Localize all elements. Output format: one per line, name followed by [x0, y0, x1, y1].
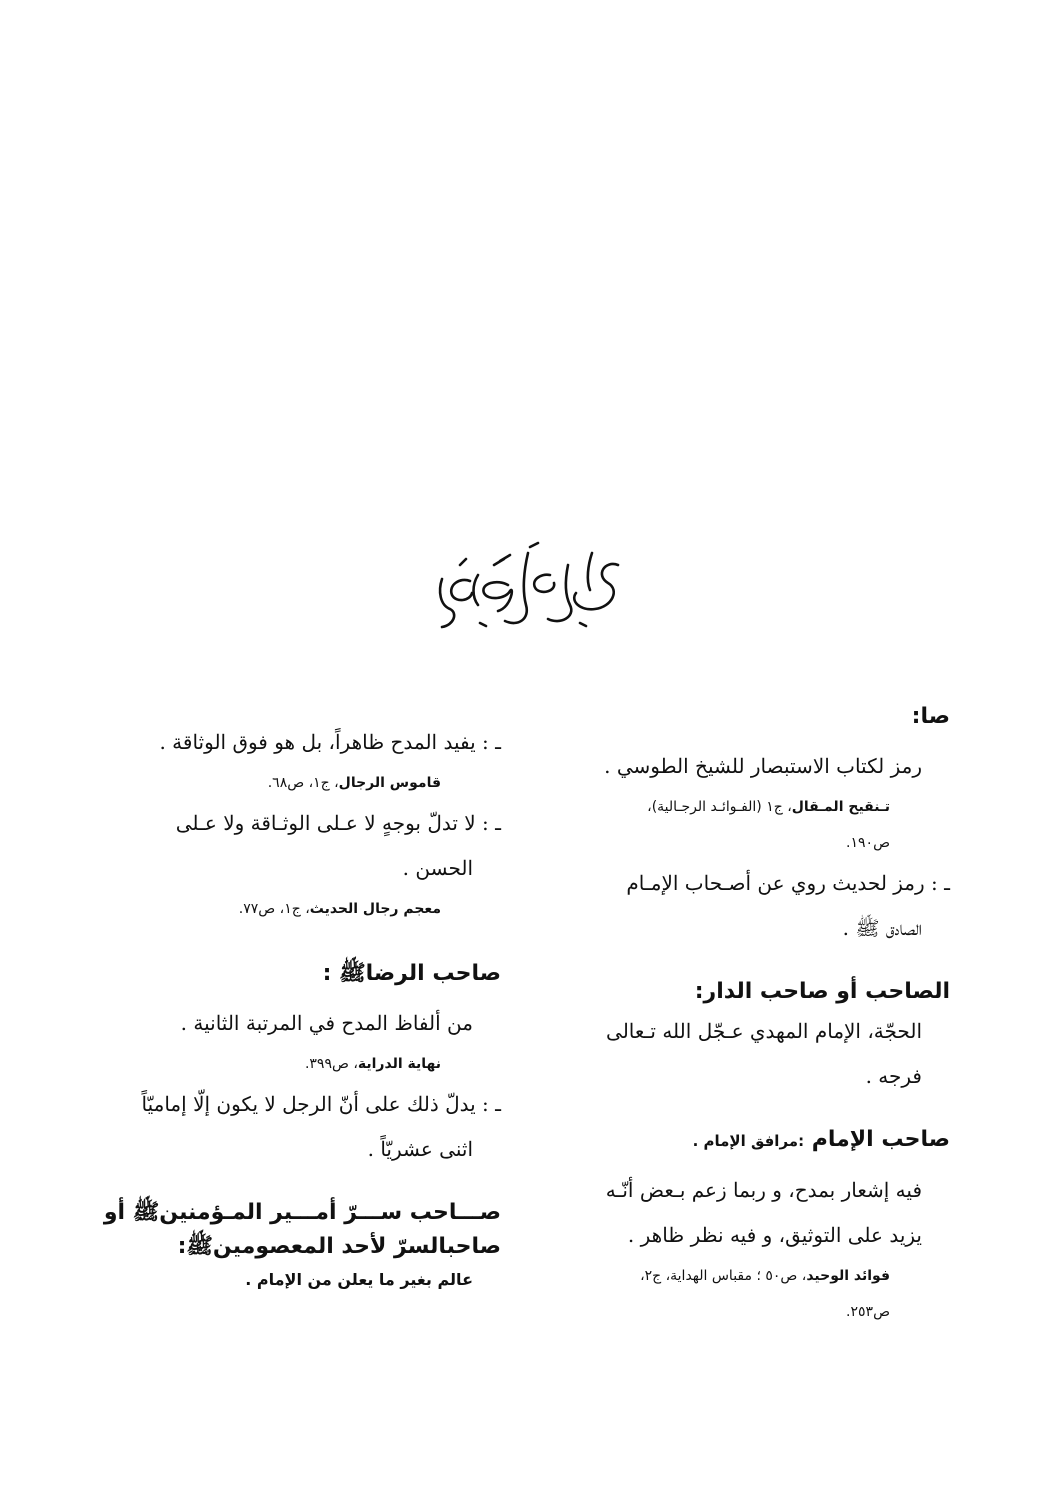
reference-detail: ، ج١، ص٦٨.	[267, 775, 339, 791]
reference-continued: ص٢٥٣.	[846, 1304, 890, 1320]
entry-title: الصاحب أو صاحب الدار:	[694, 979, 950, 1004]
right-column	[555, 700, 950, 1330]
entry-text: عالم بغير ما يعلن من الإمام .	[245, 1270, 473, 1289]
reference	[81, 891, 501, 927]
entry-text: ـ : رمز لحديث روي عن أصـحاب الإمـام	[626, 871, 950, 895]
entry-text: فيه إشعار بمدح، و ربما زعم بـعض أنّـه	[605, 1178, 922, 1202]
reference	[555, 1258, 950, 1294]
entry-text: من ألفاظ المدح في المرتبة الثانية .	[180, 1011, 473, 1035]
entry-text: الحجّة، الإمام المهدي عـجّل الله تـعالى	[606, 1019, 922, 1043]
entry-text: ـ : يفيد المدح ظاهراً، بل هو فوق الوثاقة .	[159, 730, 501, 754]
reference	[81, 1046, 501, 1082]
reference-detail: ، ص٥٠ ؛ مقباس الهداية، ج٢،	[640, 1268, 807, 1284]
entry-text: رمز لكتاب الاستبصار للشيخ الطوسي .	[604, 754, 922, 778]
reference-source: قاموس الرجال	[338, 775, 441, 791]
entry-title: صاحب الرضاﷺ :	[322, 961, 501, 986]
reference-source: تـنقيح المـقال	[791, 799, 890, 815]
entry-text: الحسن .	[402, 856, 473, 880]
reference-detail: ، ج١، ص٧٧.	[238, 901, 310, 917]
reference-source: معجم رجال الحديث	[309, 901, 441, 917]
reference-continued: ص١٩٠.	[846, 835, 890, 851]
entry-title	[555, 1123, 950, 1158]
entry-title: صـــاحب ســـرّ أمـــير المـؤمنينﷺ أو	[103, 1200, 501, 1225]
entry-text: ـ : لا تدلّ بوجهٍ لا عـلى الوثـاقة ولا عـلى	[175, 811, 501, 835]
entry-text: الصادق ﷺ .	[842, 916, 922, 940]
calligraphy-heading-art	[380, 535, 680, 645]
entry-title: صا:	[911, 704, 950, 729]
calligraphy-heading	[380, 535, 680, 645]
reference-detail: ، ج١ (الفـوائـد الرجـالية)،	[647, 799, 792, 815]
reference	[555, 789, 950, 825]
reference-source: نهاية الدراية	[357, 1056, 441, 1072]
reference-source: فوائد الوحيد	[806, 1268, 890, 1284]
entry-text: فرجه .	[865, 1064, 922, 1088]
entry-title-continued: صاحبالسرّ لأحد المعصومينﷺ:	[177, 1234, 501, 1259]
entry-title-main: صاحب الإمام	[811, 1127, 950, 1152]
reference	[81, 765, 501, 801]
entry-text: اثنى عشريّاً .	[367, 1137, 473, 1161]
reference-detail: ، ص٣٩٩.	[304, 1056, 358, 1072]
left-column	[81, 720, 501, 1296]
entry-text: يزيد على التوثيق، و فيه نظر ظاهر .	[627, 1223, 922, 1247]
entry-title-note: :مرافق الإمام .	[692, 1132, 805, 1150]
entry-text: ـ : يدلّ ذلك على أنّ الرجل لا يكون إلّا إماميّاً	[141, 1092, 501, 1116]
